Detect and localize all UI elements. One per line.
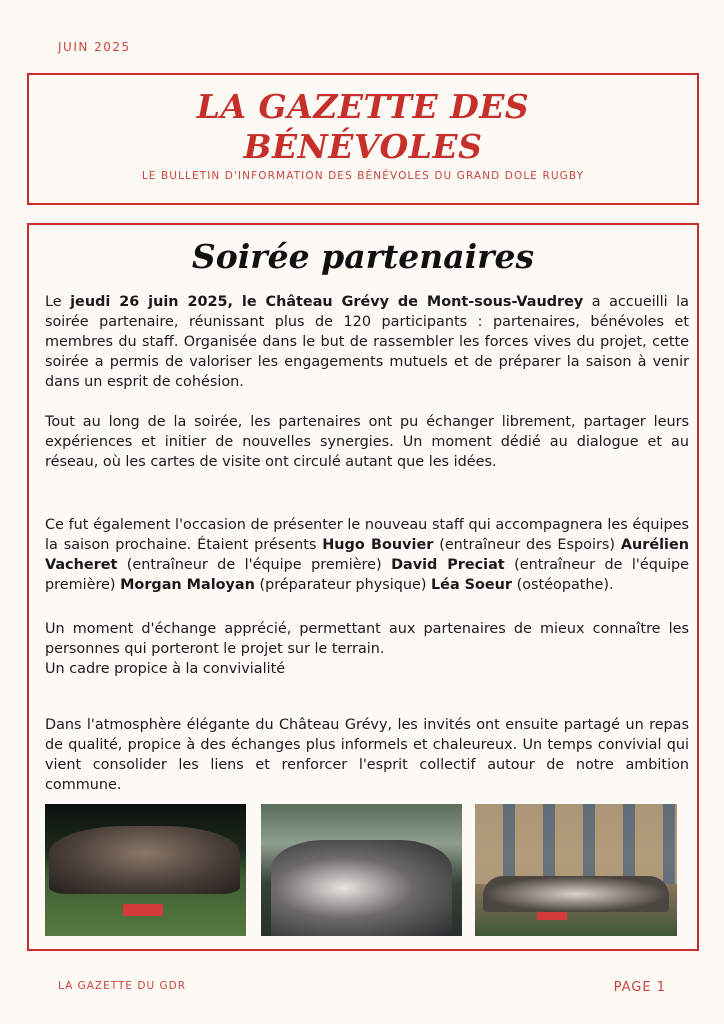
p3-text-3: (entraîneur de l'équipe première) [117,557,392,573]
paragraph-5: Dans l'atmosphère élégante du Château Grévy, les invités ont ensuite partagé un repas de qualité, propice à des échanges plus informels et chaleureux. Un temps convivial qui vient consolider les liens et renforcer l'esprit collectif autour de notre ambition commune. [45,717,689,793]
p1-text-2: a accueilli la soirée partenaire, réunissant plus de 120 participants : partenaires, bénévoles et membres du staff. Organisée dans le but de rassembler les forces vives du projet, cette soirée a permis de valoriser les engagements mutuels et de préparer la saison à venir dans un esprit de cohésion. [45,294,689,390]
photo-barbecue [261,804,462,936]
masthead [27,73,699,205]
photo-building [475,804,677,884]
title-line-1: LA GAZETTE DES [196,87,530,126]
photo-chateau-facade [475,804,677,936]
p3-text-6: (ostéopathe). [512,577,614,593]
p3-text-5: (préparateur physique) [254,577,432,593]
photo-guests [271,840,452,936]
paragraph-2: Tout au long de la soirée, les partenaires ont pu échanger librement, partager leurs expériences et initier de nouvelles synergies. Un moment dédié au dialogue et au réseau, où les cartes de visite ont circulé autant que les idées. [45,414,689,470]
article-container [27,223,699,951]
p3-text-2: (entraîneur des Espoirs) [433,537,621,553]
p1-bold-1: jeudi 26 juin 2025, le Château Grévy de Mont-sous-Vaudrey [70,294,584,310]
staff-name-hugo-bouvier: Hugo Bouvier [322,537,434,553]
paragraph-4 [45,619,689,679]
footer-publication-name: LA GAZETTE DU GDR [58,980,186,992]
paragraph-3 [45,515,689,595]
newsletter-subtitle: LE BULLETIN D'INFORMATION DES BÉNÉVOLES DU GRAND DOLE RUGBY [141,170,585,182]
title-line-2: BÉNÉVOLES [243,127,483,166]
staff-name-morgan-maloyan: Morgan Maloyan [120,577,255,593]
photo-flag [537,912,567,920]
p4-line-1: Un moment d'échange apprécié, permettant aux partenaires de mieux connaître les personnes qui porteront le projet sur le terrain. [45,621,689,657]
staff-name-aurelien-vacheret: Aurélien Vacheret [45,537,689,573]
staff-name-david-preciat: David Preciat [391,557,505,573]
article-title: Soirée partenaires [191,237,535,276]
issue-date: JUIN 2025 [58,40,131,54]
paragraph-1 [45,292,689,392]
p3-text-1: Ce fut également l'occasion de présenter le nouveau staff qui accompagnera les équipes la saison prochaine. Étaient présents [45,517,689,553]
staff-name-lea-soeur: Léa Soeur [431,577,513,593]
newsletter-title [29,87,697,167]
page-number: PAGE 1 [613,980,666,995]
p3-text-4: (entraîneur de l'équipe première) [45,557,689,593]
photo-group-lawn [45,804,246,936]
photo-crowd [49,826,240,894]
p4-line-2: Un cadre propice à la convivialité [45,661,286,677]
photo-crowd [483,876,669,912]
p1-text-1: Le [45,294,71,310]
photo-flag [123,904,163,916]
